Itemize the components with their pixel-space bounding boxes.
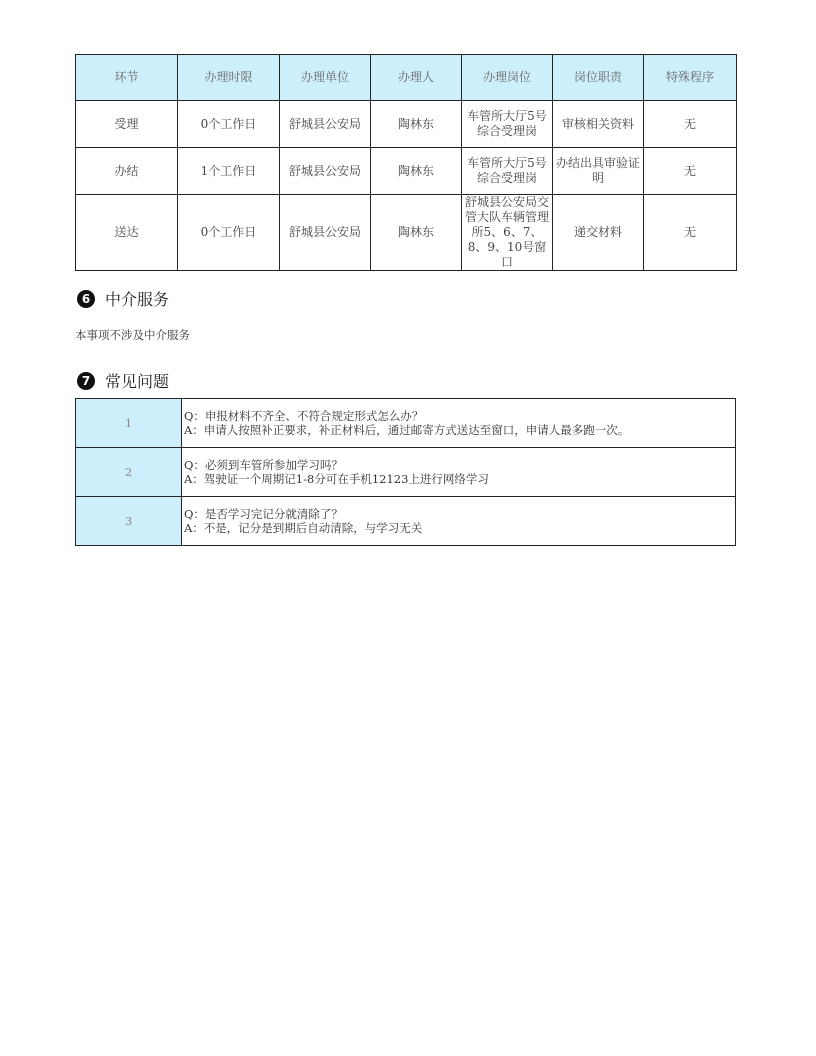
section-title: 中介服务: [105, 290, 170, 309]
cell-time-limit: 0个工作日: [178, 195, 280, 271]
faq-index: 2: [76, 448, 182, 497]
cell-time-limit: 0个工作日: [178, 101, 280, 148]
header-post: 办理岗位: [462, 55, 553, 101]
faq-question: Q：是否学习完记分就清除了？: [184, 507, 343, 521]
faq-row: [76, 399, 736, 448]
cell-time-limit: 1个工作日: [178, 148, 280, 195]
faq-qa: [182, 448, 736, 497]
cell-handler: 陶林东: [371, 148, 462, 195]
section-heading-faq: [77, 369, 169, 392]
cell-special-procedure: 无: [644, 148, 737, 195]
faq-qa: [182, 497, 736, 546]
intermediary-text: 本事项不涉及中介服务: [75, 328, 190, 342]
cell-post: 舒城县公安局交管大队车辆管理所5、6、7、8、9、10号窗口: [462, 195, 553, 271]
cell-unit: 舒城县公安局: [280, 148, 371, 195]
faq-table: [75, 398, 736, 546]
number-circle-icon: 7: [77, 372, 95, 390]
faq-index: 1: [76, 399, 182, 448]
cell-special-procedure: 无: [644, 195, 737, 271]
cell-duty: 办结出具审验证明: [553, 148, 644, 195]
section-title: 常见问题: [105, 372, 170, 391]
cell-special-procedure: 无: [644, 101, 737, 148]
table-row: [76, 195, 737, 271]
cell-stage: 送达: [76, 195, 178, 271]
cell-post: 车管所大厅5号综合受理岗: [462, 148, 553, 195]
faq-qa: [182, 399, 736, 448]
faq-answer: A：不是，记分是到期后自动清除，与学习无关: [184, 521, 423, 535]
header-handler: 办理人: [371, 55, 462, 101]
faq-index: 3: [76, 497, 182, 546]
table-row: [76, 101, 737, 148]
cell-unit: 舒城县公安局: [280, 101, 371, 148]
cell-unit: 舒城县公安局: [280, 195, 371, 271]
number-circle-icon: 6: [77, 290, 95, 308]
header-time-limit: 办理时限: [178, 55, 280, 101]
faq-answer: A：驾驶证一个周期记1-8分可在手机12123上进行网络学习: [184, 472, 489, 486]
faq-row: [76, 448, 736, 497]
cell-handler: 陶林东: [371, 101, 462, 148]
header-stage: 环节: [76, 55, 178, 101]
header-special-procedure: 特殊程序: [644, 55, 737, 101]
table-row: [76, 148, 737, 195]
header-duty: 岗位职责: [553, 55, 644, 101]
cell-stage: 受理: [76, 101, 178, 148]
faq-row: [76, 497, 736, 546]
table-header-row: [76, 55, 737, 101]
section-heading-intermediary: [77, 287, 169, 310]
cell-stage: 办结: [76, 148, 178, 195]
cell-handler: 陶林东: [371, 195, 462, 271]
cell-post: 车管所大厅5号综合受理岗: [462, 101, 553, 148]
cell-duty: 审核相关资料: [553, 101, 644, 148]
cell-duty: 递交材料: [553, 195, 644, 271]
faq-question: Q：申报材料不齐全、不符合规定形式怎么办？: [184, 409, 424, 423]
faq-answer: A：申请人按照补正要求，补正材料后，通过邮寄方式送达至窗口，申请人最多跑一次。: [184, 423, 630, 437]
process-table: [75, 54, 737, 271]
header-unit: 办理单位: [280, 55, 371, 101]
faq-question: Q：必须到车管所参加学习吗？: [184, 458, 343, 472]
